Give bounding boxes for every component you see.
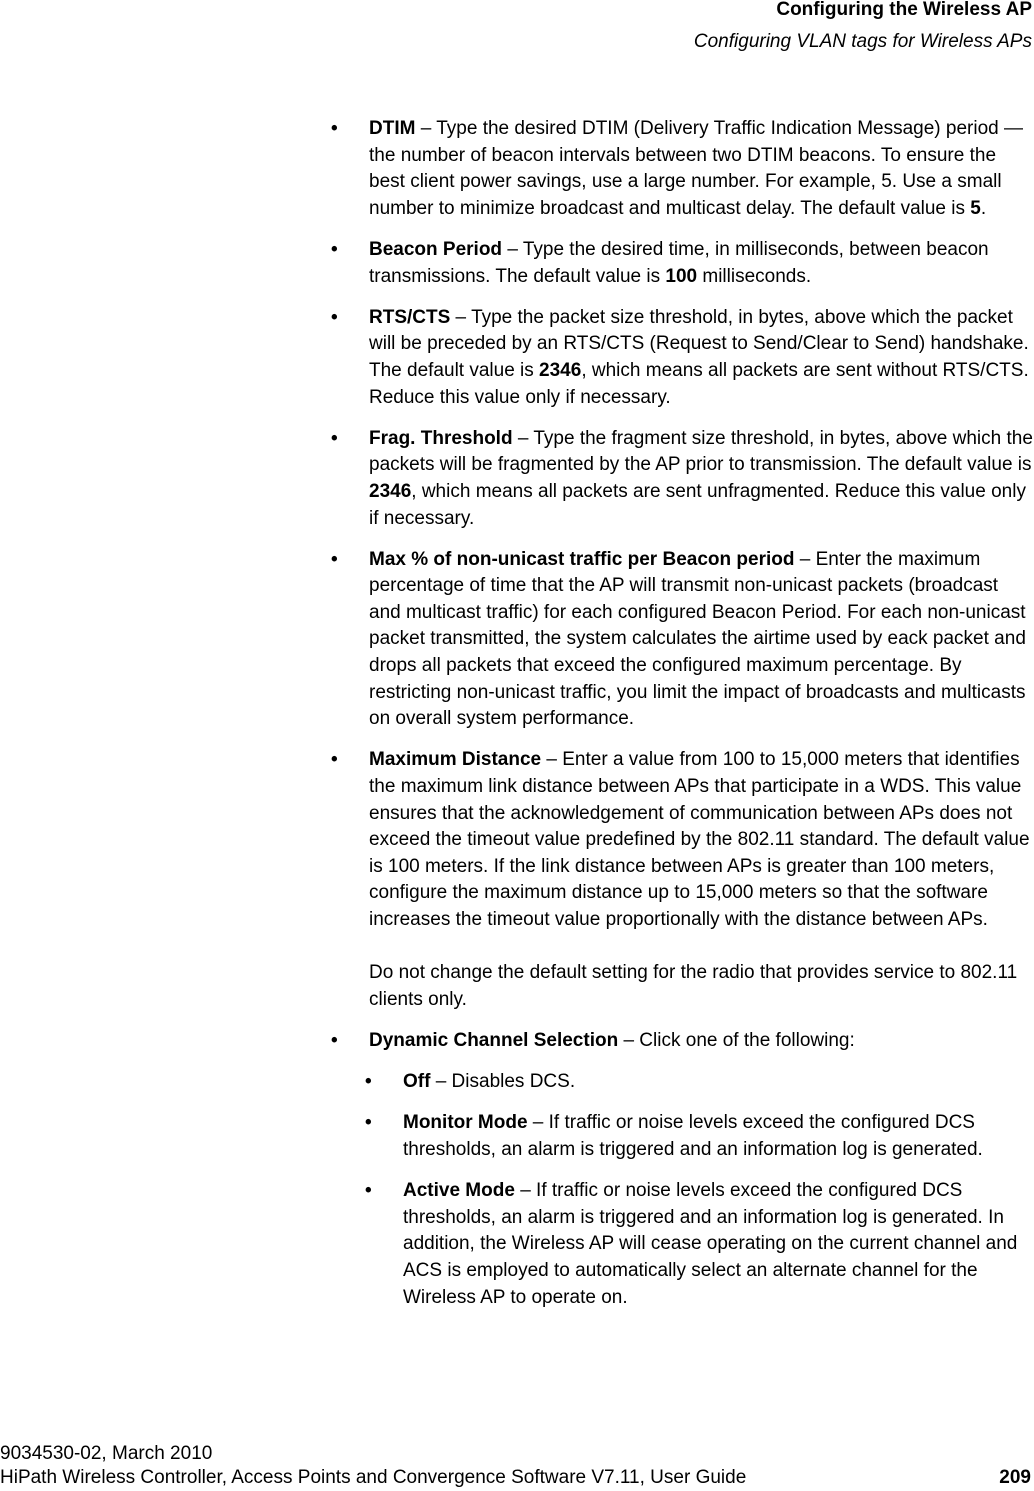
doc-title: HiPath Wireless Controller, Access Points and Convergence Software V7.11, User Guide	[0, 1467, 747, 1488]
sub-item-monitor-mode	[331, 1110, 1034, 1163]
bullet-icon: •	[331, 1029, 338, 1051]
default-value: 2346	[539, 359, 582, 381]
item-paragraph	[369, 747, 1034, 933]
bullet-icon: •	[365, 1180, 372, 1202]
list-item-max-non-unicast	[331, 547, 1034, 733]
sub-item-off	[331, 1069, 1034, 1096]
item-text: – Enter a value from 100 to 15,000 meters that identifies the maximum link distance between APs that participate in a WDS. This value ensures that the acknowledgement of communication between APs does not exceed the timeout value predefined by the 802.11 standard. The default value is 100 meters. If the link distance between APs is greater than 100 meters, configure the maximum distance up to 15,000 meters so that the software increases the timeout value proportionally with the distance between APs.	[369, 749, 1030, 930]
bullet-icon: •	[365, 1071, 372, 1093]
item-text-tail: .	[980, 197, 987, 219]
bullet-icon: •	[331, 427, 338, 449]
bullet-icon: •	[331, 749, 338, 771]
sub-item-paragraph	[403, 1069, 1034, 1096]
item-paragraph	[369, 116, 1034, 222]
sub-item-text: – If traffic or noise levels exceed the configured DCS thresholds, an alarm is triggered and an information log is generated.	[403, 1112, 983, 1160]
sub-item-term: Monitor Mode	[403, 1112, 528, 1134]
main-content	[331, 116, 1034, 1326]
sub-item-paragraph	[403, 1110, 1034, 1163]
item-text-tail: milliseconds.	[697, 265, 812, 287]
sub-item-term: Off	[403, 1071, 431, 1093]
item-term: DTIM	[369, 118, 416, 139]
item-paragraph	[369, 237, 1034, 290]
item-paragraph	[369, 1028, 1034, 1055]
item-text: – Type the fragment size threshold, in bytes, above which the packets will be fragmented by the AP prior to transmission. The default value is	[369, 427, 1033, 476]
sub-item-active-mode	[331, 1178, 1034, 1311]
item-term: Frag. Threshold	[369, 427, 513, 449]
sub-item-text: – Disables DCS.	[430, 1071, 576, 1093]
sub-item-term: Active Mode	[403, 1180, 515, 1202]
item-paragraph	[369, 305, 1034, 411]
item-text: – Click one of the following:	[618, 1029, 855, 1051]
item-text: – Type the desired time, in milliseconds, between beacon transmissions. The default value is	[369, 238, 989, 287]
item-text: – Type the packet size threshold, in bytes, above which the packet will be preceded by an RTS/CTS (Request to Send/Clear to Send) handshake. The default value is	[369, 306, 1029, 381]
item-term: Maximum Distance	[369, 749, 542, 771]
section-title: Configuring VLAN tags for Wireless APs	[693, 31, 1032, 52]
page-footer	[0, 1442, 1034, 1490]
item-text: – Type the desired DTIM (Delivery Traffic Indication Message) period — the number of beacon intervals between two DTIM beacons. To ensure the best client power savings, use a large number. For example, 5. Use a small number to minimize broadcast and multicast delay. The default value is	[369, 118, 1023, 219]
bullet-icon: •	[331, 306, 338, 328]
page-header	[694, 0, 1032, 53]
list-item-rts-cts	[331, 305, 1034, 411]
item-note: Do not change the default setting for the radio that provides service to 802.11 clients only.	[369, 962, 1018, 1010]
list-item-dtim	[331, 116, 1034, 222]
bullet-icon: •	[331, 238, 338, 260]
list-item-frag-threshold	[331, 426, 1034, 532]
list-item-dynamic-channel-selection	[331, 1028, 1034, 1055]
bullet-icon: •	[331, 548, 338, 570]
item-paragraph	[369, 426, 1034, 532]
bullet-icon: •	[331, 118, 338, 139]
item-term: Dynamic Channel Selection	[369, 1029, 619, 1051]
bullet-icon: •	[365, 1112, 372, 1134]
list-item-beacon-period	[331, 237, 1034, 290]
default-value: 2346	[369, 480, 412, 502]
item-term: Beacon Period	[369, 238, 503, 260]
item-text-tail: , which means all packets are sent unfragmented. Reduce this value only if necessary.	[369, 480, 1026, 529]
item-text: – Enter the maximum percentage of time that the AP will transmit non-unicast packets (broadcast and multicast traffic) for each configured Beacon Period. For each non-unicast packet transmitted, the system calculates the airtime used by eack packet and drops all packets that exceed the configured maximum percentage. By restricting non-unicast traffic, you limit the impact of broadcasts and multicasts on overall system performance.	[369, 548, 1026, 730]
sub-item-text: – If traffic or noise levels exceed the configured DCS thresholds, an alarm is triggered and an information log is generated. In addition, the Wireless AP will cease operating on the current channel and ACS is employed to automatically select an alternate channel for the Wireless AP to operate on.	[403, 1180, 1018, 1308]
default-value: 5	[970, 197, 981, 219]
page-number: 209	[999, 1467, 1031, 1488]
list-item-maximum-distance	[331, 747, 1034, 1013]
item-term: Max % of non-unicast traffic per Beacon period	[369, 548, 795, 570]
sub-item-paragraph	[403, 1178, 1034, 1311]
doc-number: 9034530-02, March 2010	[0, 1443, 213, 1464]
item-term: RTS/CTS	[369, 306, 451, 328]
item-paragraph	[369, 547, 1034, 733]
footer-line	[0, 1466, 1034, 1490]
default-value: 100	[665, 265, 698, 287]
item-text-tail: , which means all packets are sent without RTS/CTS. Reduce this value only if necessary.	[369, 359, 1029, 408]
chapter-title: Configuring the Wireless AP	[776, 0, 1032, 20]
